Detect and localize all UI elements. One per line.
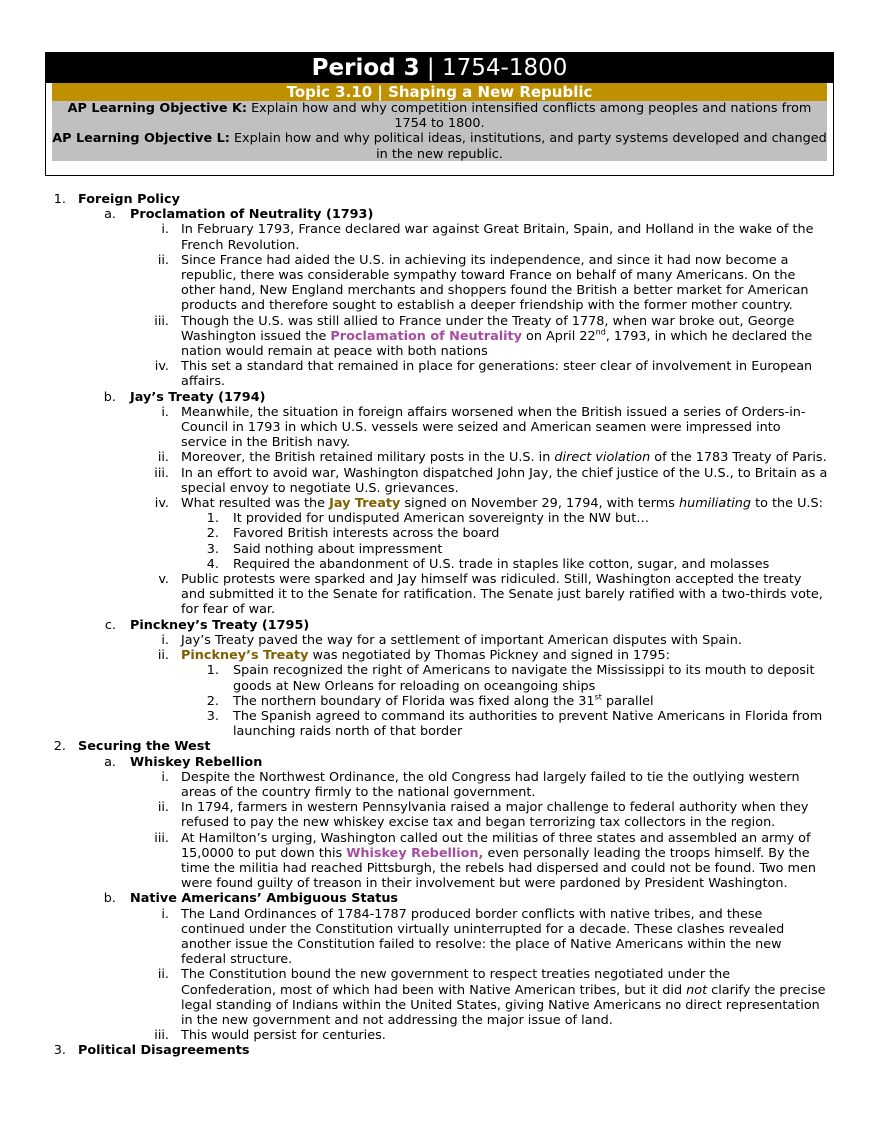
text-run: on April 22 <box>521 328 596 344</box>
point-text <box>181 314 829 360</box>
subsection-letter: c. <box>104 617 116 633</box>
numbered-item <box>0 526 880 541</box>
outline-point <box>0 648 880 663</box>
learning-objectives <box>52 101 827 161</box>
point-text <box>181 450 829 465</box>
text-run: The Constitution bound the new government to respect treaties negotiated under the Confederation, most of which had been with Native American tribes, but it did <box>181 967 731 998</box>
numbered-item <box>0 694 880 709</box>
objective-l <box>52 131 827 161</box>
outline-point <box>0 253 880 314</box>
item-text: Favored British interests across the board <box>233 526 500 542</box>
ordinal-suffix: nd <box>595 327 606 337</box>
outline-point <box>0 314 880 360</box>
point-text: This would persist for centuries. <box>181 1028 386 1044</box>
point-numeral: iii. <box>154 313 169 329</box>
point-text: The Land Ordinances of 1784-1787 produced border conflicts with native tribes, and these continued under the Constitution virtually uninterrupted for a decade. These clashes revealed another issue the Constitution failed to resolve: the place of Native Americans within the new federal structure. <box>181 906 785 968</box>
text-run: At Hamilton’s urging, Washington called out the militias of three states and assembled an army of 15,0000 to put down this <box>181 830 811 861</box>
point-numeral: iv. <box>154 496 169 512</box>
text-run: was negotiated by Thomas Pickney and signed in 1795: <box>308 648 670 664</box>
point-numeral: i. <box>161 632 169 648</box>
subsection-title: Native Americans’ Ambiguous Status <box>130 891 399 907</box>
section-heading <box>0 739 880 754</box>
numbered-item <box>0 709 880 739</box>
point-numeral: i. <box>161 906 169 922</box>
point-numeral: iii. <box>154 1028 169 1044</box>
point-numeral: iii. <box>154 830 169 846</box>
outline-point <box>0 359 880 389</box>
section-number: 1. <box>53 192 66 207</box>
point-numeral: ii. <box>157 252 169 268</box>
key-term-highlight: Jay Treaty <box>329 496 401 512</box>
subsection-title: Proclamation of Neutrality (1793) <box>130 207 374 223</box>
topic-title-bar: Topic 3.10 | Shaping a New Republic <box>52 83 827 101</box>
text-run: , 1793, in which he declared the nation would remain at peace with both nations <box>181 328 813 360</box>
numbered-item <box>0 511 880 526</box>
outline-point <box>0 405 880 451</box>
point-numeral: ii. <box>157 450 169 466</box>
item-text: The Spanish agreed to command its authorities to prevent Native Americans in Florida from launching raids north of that border <box>233 708 823 740</box>
item-number: 3. <box>206 541 219 557</box>
subsection-heading <box>0 390 880 405</box>
period-years: 1754-1800 <box>441 55 568 81</box>
subsection-letter: a. <box>104 754 116 770</box>
text-run: signed on November 29, 1794, with terms <box>400 496 679 512</box>
outline <box>0 192 880 1059</box>
objective-k-text: Explain how and why competition intensified conflicts among peoples and nations from 1754 to 1800. <box>247 101 812 132</box>
text-run: parallel <box>601 693 654 709</box>
text-run: even personally leading the troops himself. By the time the militia had reached Pittsburgh, the rebels had dispersed and could not be found. Two men were found guilty of treason in their involvement but were pardoned by President Washington. <box>181 845 817 892</box>
objective-l-text: Explain how and why political ideas, institutions, and party systems developed and changed in the new republic. <box>229 131 827 162</box>
item-number: 2. <box>206 693 219 709</box>
item-text: It provided for undisputed American sovereignty in the NW but… <box>233 511 650 527</box>
point-text: Meanwhile, the situation in foreign affairs worsened when the British issued a series of Orders-in-Council in 1793 in which U.S. vessels were seized and American seamen were impressed into service in the British navy. <box>181 404 806 451</box>
point-text <box>181 831 829 892</box>
point-numeral: iv. <box>154 359 169 375</box>
point-numeral: ii. <box>157 967 169 983</box>
section-heading <box>0 192 880 207</box>
subsection-letter: a. <box>104 207 116 223</box>
objective-k-label: AP Learning Objective K: <box>67 101 248 116</box>
point-text: Despite the Northwest Ordinance, the old Congress had largely failed to tie the outlying western areas of the country firmly to the national government. <box>181 769 800 800</box>
outline-point <box>0 572 880 618</box>
item-number: 4. <box>206 556 219 572</box>
subsection-letter: b. <box>103 891 116 907</box>
point-numeral: i. <box>161 404 169 420</box>
text-run: What resulted was the <box>181 496 330 512</box>
period-label: Period 3 <box>311 55 420 81</box>
point-numeral: v. <box>158 572 169 588</box>
point-text <box>181 496 829 511</box>
subsection-heading <box>0 207 880 222</box>
point-text <box>181 648 829 663</box>
point-text: Since France had aided the U.S. in achieving its independence, and since it had now become a republic, there was considerable sympathy toward France on behalf of many Americans. On the other hand, New England merchants and shoppers found the British a better market for American products and therefore sought to establish a deeper friendship with the former mother country. <box>181 252 809 314</box>
header-box <box>45 52 834 176</box>
objective-l-label: AP Learning Objective L: <box>52 131 230 147</box>
outline-point <box>0 1028 880 1043</box>
text-run: of the 1783 Treaty of Paris. <box>650 450 827 466</box>
section-number: 3. <box>53 1043 66 1059</box>
outline-point <box>0 967 880 1028</box>
text-run: Though the U.S. was still allied to France under the Treaty of 1778, when war broke out, George Washington issued the <box>181 313 795 344</box>
numbered-item <box>0 557 880 572</box>
emphasis: humiliating <box>679 496 752 512</box>
outline-point <box>0 450 880 465</box>
item-text: Required the abandonment of U.S. trade in staples like cotton, sugar, and molasses <box>233 556 770 572</box>
item-text <box>233 694 829 709</box>
point-numeral: ii. <box>157 648 169 664</box>
outline-point <box>0 633 880 648</box>
point-text: This set a standard that remained in place for generations: steer clear of involvement in European affairs. <box>181 359 813 390</box>
ordinal-suffix: st <box>594 692 602 702</box>
outline-point <box>0 770 880 800</box>
section-heading <box>0 1043 880 1058</box>
emphasis: direct violation <box>554 450 651 466</box>
subsection-heading <box>0 891 880 906</box>
section-title: Securing the West <box>78 739 211 755</box>
point-text: In February 1793, France declared war against Great Britain, Spain, and Holland in the wake of the French Revolution. <box>181 222 814 253</box>
point-text <box>181 967 829 1028</box>
point-text: In an effort to avoid war, Washington dispatched John Jay, the chief justice of the U.S., to Britain as a special envoy to negotiate U.S. grievances. <box>181 465 828 496</box>
subsection-title: Jay’s Treaty (1794) <box>130 389 266 405</box>
objective-k <box>52 101 827 131</box>
outline-point <box>0 496 880 511</box>
key-term-highlight: Proclamation of Neutrality <box>330 328 522 344</box>
text-run: Moreover, the British retained military posts in the U.S. in <box>181 450 555 466</box>
outline-point <box>0 800 880 830</box>
item-text: Said nothing about impressment <box>233 541 443 557</box>
outline-point <box>0 466 880 496</box>
point-numeral: i. <box>161 222 169 238</box>
numbered-item <box>0 542 880 557</box>
subsection-title: Whiskey Rebellion <box>130 754 263 770</box>
subsection-title: Pinckney’s Treaty (1795) <box>130 617 310 633</box>
item-number: 2. <box>206 526 219 542</box>
subsection-heading <box>0 755 880 770</box>
outline-point <box>0 831 880 892</box>
subsection-letter: b. <box>103 389 116 405</box>
section-title: Foreign Policy <box>78 192 180 207</box>
subsection-heading <box>0 618 880 633</box>
text-run: clarify the precise legal standing of Indians within the United States, giving Native Americans no direct representation in the new government and not addressing the major issue of land. <box>181 982 826 1028</box>
item-number: 3. <box>206 708 219 724</box>
emphasis: not <box>686 982 708 998</box>
text-run: The northern boundary of Florida was fixed along the 31 <box>233 693 595 709</box>
key-term-highlight: Whiskey Rebellion, <box>346 845 484 861</box>
section-title: Political Disagreements <box>78 1043 250 1059</box>
item-number: 1. <box>206 511 219 527</box>
outline-point <box>0 907 880 968</box>
text-run: to the U.S: <box>751 496 823 512</box>
point-text: In 1794, farmers in western Pennsylvania raised a major challenge to federal authority when they refused to pay the new whiskey excise tax and began terrorizing tax collectors in the region. <box>181 800 809 831</box>
key-term-highlight: Pinckney’s Treaty <box>181 648 309 664</box>
outline-point <box>0 222 880 252</box>
item-text: Spain recognized the right of Americans to navigate the Mississippi to its mouth to deposit goods at New Orleans for reloading on oceangoing ships <box>233 663 815 694</box>
point-numeral: iii. <box>154 465 169 481</box>
item-number: 1. <box>206 663 219 679</box>
section-number: 2. <box>53 739 66 755</box>
point-text: Public protests were sparked and Jay himself was ridiculed. Still, Washington accepted the treaty and submitted it to the Senate for ratification. The Senate just barely ratified with a two-thirds vote, for fear of war. <box>181 572 823 618</box>
numbered-item <box>0 663 880 693</box>
period-title-bar <box>46 53 833 83</box>
point-text: Jay’s Treaty paved the way for a settlement of important American disputes with Spain. <box>181 632 742 648</box>
period-separator: | <box>419 55 442 81</box>
point-numeral: ii. <box>157 800 169 816</box>
point-numeral: i. <box>161 769 169 785</box>
